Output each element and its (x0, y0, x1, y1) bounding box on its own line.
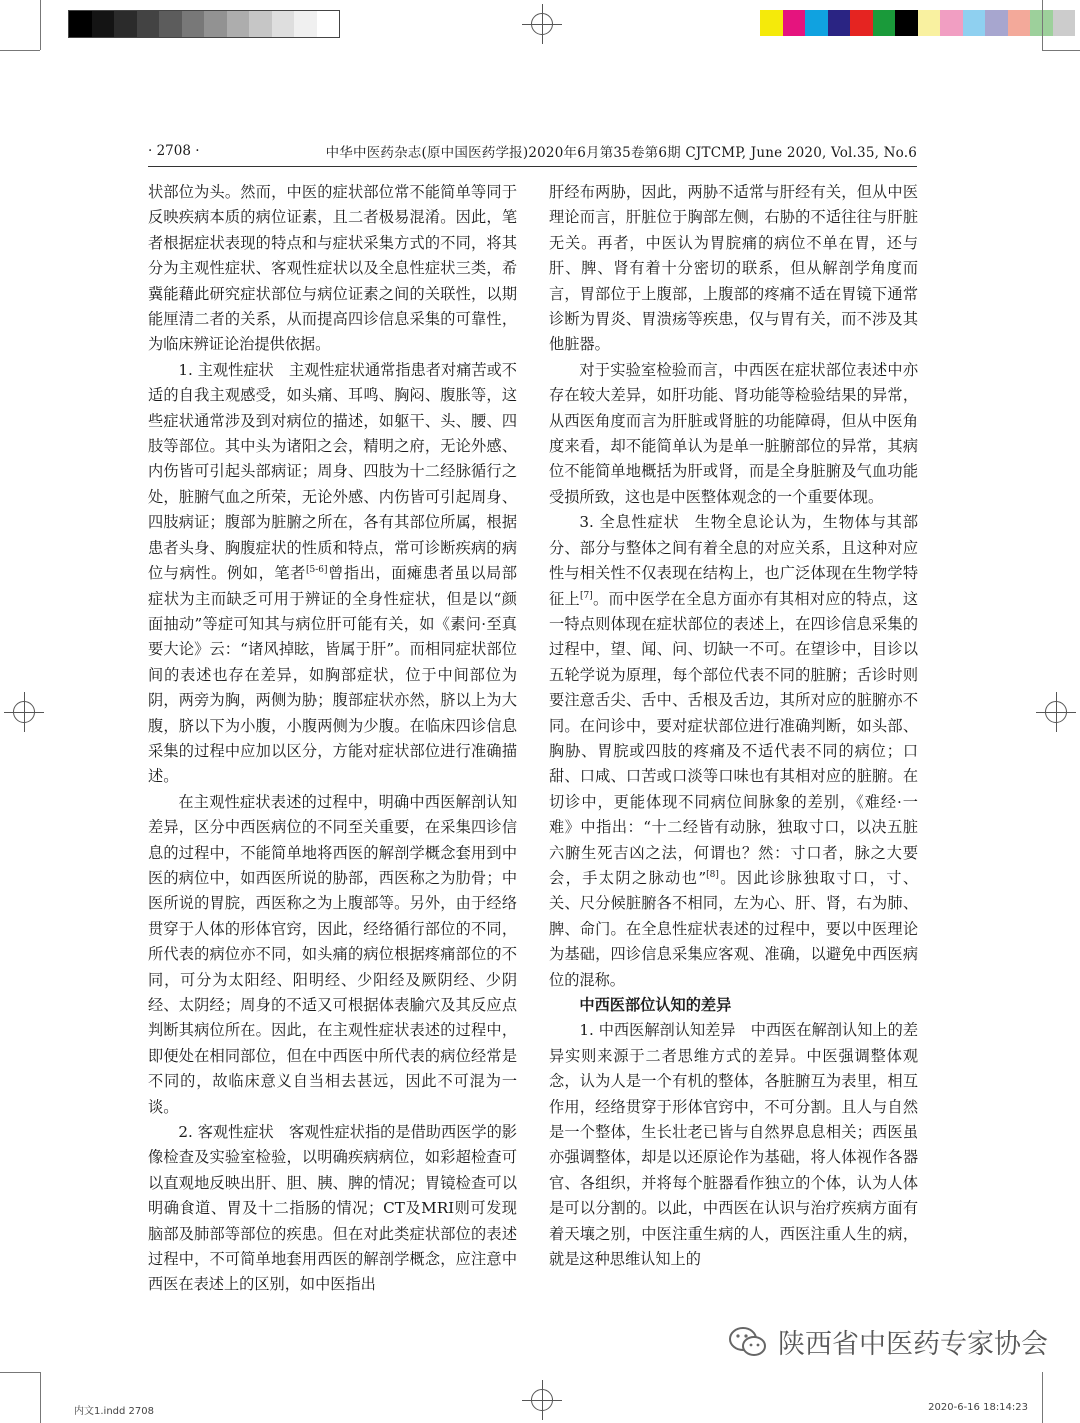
watermark-text: 陕西省中医药专家协会 (778, 1329, 1048, 1360)
gray-swatch-8 (227, 11, 250, 37)
paragraph: 3. 全息性症状 生物全息论认为，生物体与其部分、部分与整体之间有着全息的对应关系，且这种对应性与相关性不仅表现在结构上，也广泛体现在生物学特征上[7]。而中医学在全息方面亦有其相对应的特点，这一特点则体现在症状部位的表述上，在四诊信息采集的过程中，望、闻、问、切缺一不可。在望诊中，目诊以五轮学说为原理，每个部位代表不同的脏腑；舌诊时则要注意舌尖、舌中、舌根及舌边，其所对应的脏腑亦不同。在问诊中，要对症状部位进行准确判断，如头部、胸胁、胃脘或四肢的疼痛及不适代表不同的病位；口甜、口咸、口苦或口淡等口味也有其相对应的脏腑。在切诊中，更能体现不同病位间脉象的差别，《难经·一难》中指出：“十二经皆有动脉，独取寸口，以决五脏六腑生死吉凶之法，何谓也？然：寸口者，脉之大要会，手太阴之脉动也”[8]。因此诊脉独取寸口，寸、关、尺分候脏腑各不相同，左为心、肝、肾，右为肺、脾、命门。在全息性症状表述的过程中，要以中医理论为基础，四诊信息采集应客观、准确，以避免中西医病位的混称。 (549, 513, 919, 989)
registration-mark-bottom (522, 1380, 562, 1420)
trim-mark (40, 0, 41, 50)
color-swatch-4 (828, 10, 851, 36)
citation-ref: [8] (706, 869, 719, 880)
color-swatch-7 (895, 10, 918, 36)
gray-swatch-6 (182, 11, 205, 37)
color-swatch-5 (850, 10, 873, 36)
running-head (148, 140, 917, 162)
trim-mark (0, 50, 40, 51)
section-heading: 中西医部位认知的差异 (579, 996, 732, 1014)
color-swatch-3 (805, 10, 828, 36)
file-slug: 内文1.indd 2708 (74, 1406, 154, 1417)
gray-swatch-7 (204, 11, 227, 37)
trim-mark (0, 1372, 40, 1373)
paragraph: 对于实验室检验而言，中西医在症状部位表述中亦存在较大差异，如肝功能、肾功能等检验结果的异常，从西医角度而言为肝脏或肾脏的功能障碍，但从中医角度来看，却不能简单认为是单一脏腑部位的异常，其病位不能简单地概括为肝或肾，而是全身脏腑及气血功能受损所致，这也是中医整体观念的一个重要体现。 (549, 360, 918, 506)
subsection-heading: 3. 全息性症状 (579, 513, 680, 532)
color-swatch-6 (873, 10, 896, 36)
gray-swatch-10 (272, 11, 295, 37)
color-swatch-14 (1053, 10, 1076, 36)
grayscale-color-bar (68, 10, 340, 38)
paragraph: 状部位为头。然而，中医的症状部位常不能简单等同于反映疾病本质的病位证素，且二者极易混淆。因此，笔者根据症状表现的特点和与症状采集方式的不同，将其分为主观性症状、客观性症状以及全息性症状三类，希冀能藉此研究症状部位与病位证素之间的关联性，以期能厘清二者的关系，从而提高四诊信息采集的可靠性，为临床辨证论治提供依据。 (148, 183, 517, 354)
journal-citation: 中华中医药杂志(原中国医药学报)2020年6月第35卷第6期 CJTCMP, June 2020, Vol.35, No.6 (325, 145, 917, 161)
registration-mark-right (1036, 692, 1076, 732)
subsection-heading: 2. 客观性症状 (178, 1123, 274, 1142)
wechat-icon (728, 1325, 768, 1359)
header-rule (148, 166, 917, 167)
color-swatch-1 (760, 10, 783, 36)
paragraph: 2. 客观性症状 客观性症状指的是借助西医学的影像检查及实验室检验，以明确疾病病位，如彩超检查可以直观地反映出肝、胆、胰、脾的情况；胃镜检查可以明确食道、胃及十二指肠的情况；CT及MRI则可发现脑部及肺部等部位的疾患。但在对此类症状部位的表述过程中，不可简单地套用西医的解剖学概念，应注意中西医在表述上的区别，如中医指出 (148, 1123, 517, 1294)
right-column (549, 180, 918, 1272)
color-swatch-2 (783, 10, 806, 36)
registration-mark-left (4, 692, 44, 732)
color-swatch-9 (940, 10, 963, 36)
wechat-watermark (728, 1322, 1048, 1361)
left-column (148, 180, 517, 1298)
paragraph: 在主观性症状表述的过程中，明确中西医解剖认知差异，区分中西医病位的不同至关重要，在采集四诊信息的过程中，不能简单地将西医的解剖学概念套用到中医的病位中，如西医所说的胁部，西医称之为肋骨；中医所说的胃脘，西医称之为上腹部等。另外，由于经络贯穿于人体的形体官窍，因此，经络循行部位的不同，所代表的病位亦不同，如头痛的病位根据疼痛部位的不同，可分为太阳经、阳明经、少阳经及厥阴经、少阴经、太阴经；周身的不适又可根据体表腧穴及其反应点判断其病位所在。因此，在主观性症状表述的过程中，即便处在相同部位，但在中西医中所代表的病位经常是不同的，故临床意义自当相去甚远，因此不可混为一谈。 (148, 792, 517, 1116)
subsection-heading: 1. 主观性症状 (178, 360, 274, 379)
gray-swatch-5 (159, 11, 182, 37)
trim-mark (1042, 0, 1043, 50)
registration-mark-top (522, 4, 562, 44)
color-swatch-11 (985, 10, 1008, 36)
gray-swatch-2 (92, 11, 115, 37)
paragraph: 1. 主观性症状 主观性症状通常指患者对痛苦或不适的自我主观感受，如头痛、耳鸣、胸闷、腹胀等，这些症状通常涉及到对病位的描述，如躯干、头、腰、四肢等部位。其中头为诸阳之会，精明之府，无论外感、内伤皆可引起头部病证；周身、四肢为十二经脉循行之处，脏腑气血之所荣，无论外感、内伤皆可引起周身、四肢病证；腹部为脏腑之所在，各有其部位所属，根据患者头身、胸腹症状的性质和特点，常可诊断疾病的病位与病性。例如，笔者[5-6]曾指出，面瘫患者虽以局部症状为主而缺乏可用于辨证的全身性症状，但是以“颜面抽动”等症可知其与病位肝可能有关，如《素问·至真要大论》云：“诸风掉眩，皆属于肝”。而相同症状部位间的表述也存在差异，如胸部症状，位于中间部位为阴，两旁为胸，两侧为胁；腹部症状亦然，脐以上为大腹，脐以下为小腹，小腹两侧为少腹。在临床四诊信息采集的过程中应加以区分，方能对症状部位进行准确描述。 (148, 360, 518, 786)
citation-ref: [5-6] (305, 565, 328, 576)
trim-mark (1042, 50, 1080, 51)
gray-swatch-9 (249, 11, 272, 37)
process-color-bar (760, 10, 1075, 36)
subsection-heading: 1. 中西医解剖认知差异 (579, 1021, 736, 1040)
page-number: · 2708 · (148, 143, 200, 159)
color-swatch-8 (918, 10, 941, 36)
print-timestamp: 2020-6-16 18:14:23 (928, 1402, 1028, 1413)
paragraph: 1. 中西医解剖认知差异 中西医在解剖认知上的差异实则来源于二者思维方式的差异。中医强调整体观念，认为人是一个有机的整体，各脏腑互为表里，相互作用，经络贯穿于形体官窍中，不可分割。且人与自然是一个整体，生长壮老已皆与自然界息息相关；西医虽亦强调整体，却是以还原论作为基础，将人体视作各器官、各组织，并将每个脏器看作独立的个体，认为人体是可以分割的。以此，中西医在认识与治疗疾病方面有着天壤之别，中医注重生病的人，西医注重人生的病，就是这种思维认知上的 (549, 1021, 919, 1269)
gray-swatch-1 (69, 11, 92, 37)
gray-swatch-11 (294, 11, 317, 37)
color-swatch-10 (963, 10, 986, 36)
trim-mark (1042, 1372, 1043, 1423)
gray-swatch-4 (137, 11, 160, 37)
paragraph: 肝经布两胁，因此，两胁不适常与肝经有关，但从中医理论而言，肝脏位于胸部左侧，右胁的不适往往与肝脏无关。再者，中医认为胃脘痛的病位不单在胃，还与肝、脾、肾有着十分密切的联系，但从解剖学角度而言，胃部位于上腹部，上腹部的疼痛不适在胃镜下通常诊断为胃炎、胃溃疡等疾患，仅与胃有关，而不涉及其他脏器。 (549, 183, 918, 354)
trim-mark (40, 1372, 41, 1423)
gray-swatch-3 (114, 11, 137, 37)
gray-swatch-12 (317, 11, 340, 37)
citation-ref: [7] (579, 590, 593, 601)
color-swatch-12 (1008, 10, 1031, 36)
